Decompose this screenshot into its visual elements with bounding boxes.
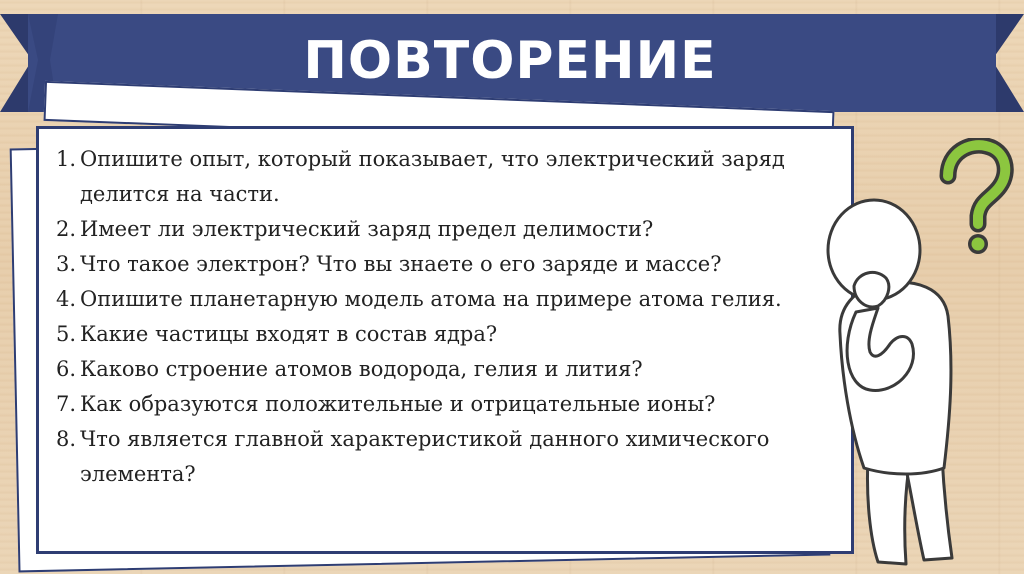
question-text: Каково строение атомов водорода, гелия и лития? [80,357,643,381]
question-text: Как образуются положительные и отрицательные ионы? [80,392,716,416]
question-text: Имеет ли электрический заряд предел делимости? [80,217,654,241]
list-item: 8. Что является главной характеристикой данного химического элемента? [52,422,842,492]
list-item: 7. Как образуются положительные и отрицательные ионы? [52,387,842,422]
list-item: 1. Опишите опыт, который показывает, что электрический заряд делится на части. [52,142,842,212]
question-text: Что такое электрон? Что вы знаете о его заряде и массе? [80,252,722,276]
question-text: Опишите опыт, который показывает, что электрический заряд делится на части. [80,147,785,206]
list-item: 5. Какие частицы входят в состав ядра? [52,317,842,352]
page-title: ПОВТОРЕНИЕ [303,31,717,91]
thinking-person-illustration [820,138,1024,574]
question-text: Какие частицы входят в состав ядра? [80,322,498,346]
list-item: 2. Имеет ли электрический заряд предел делимости? [52,212,842,247]
list-item: 3. Что такое электрон? Что вы знаете о его заряде и массе? [52,247,842,282]
list-item: 4. Опишите планетарную модель атома на примере атома гелия. [52,282,842,317]
question-mark-icon [948,145,1005,254]
question-list [52,142,842,492]
question-text: Опишите планетарную модель атома на примере атома гелия. [80,287,782,311]
question-text: Что является главной характеристикой данного химического элемента? [80,427,770,486]
list-item: 6. Каково строение атомов водорода, гелия и лития? [52,352,842,387]
